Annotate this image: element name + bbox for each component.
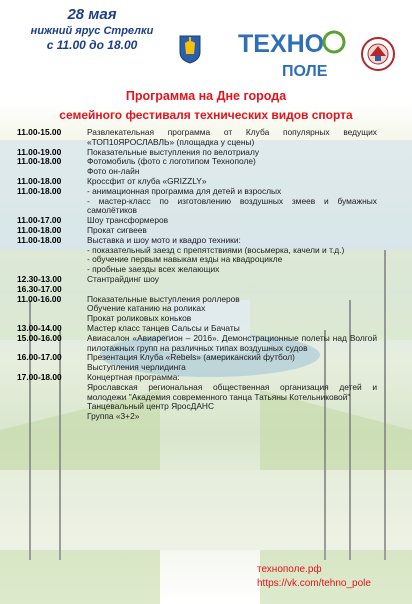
schedule-description xyxy=(87,236,377,275)
schedule-time: 11.00-15.00 xyxy=(17,127,62,137)
schedule-row xyxy=(17,334,377,354)
schedule-line: Авиасалон «Авиарегион – 2016». Демонстрационные полеты над Волгой пилотажных групп на различных типах воздушных судов xyxy=(87,332,377,353)
footer-vk-link[interactable]: https://vk.com/tehno_pole xyxy=(257,578,371,589)
schedule-line: - анимационная программа для детей и взрослых xyxy=(87,185,282,196)
schedule-line: Выступления черлидинга xyxy=(87,362,186,373)
schedule-line: Танцевальный центр ЯросДАНС xyxy=(87,401,215,412)
event-date-block xyxy=(22,6,162,53)
schedule-row xyxy=(17,373,377,422)
schedule-line: - мастер-класс по изготовлению воздушных змеев и бумажных самолётиков xyxy=(87,195,377,216)
schedule-line: Мастер класс танцев Сальсы и Бачаты xyxy=(87,322,240,333)
schedule-time: 16.30-17.00 xyxy=(17,283,62,294)
schedule-description xyxy=(87,275,377,285)
schedule-line: Кроссфит от клуба «GRIZZLY» xyxy=(87,175,207,186)
schedule-description xyxy=(87,157,377,177)
schedule-line: Фото он-лайн xyxy=(87,166,140,177)
schedule-time: 11.00-18.00 xyxy=(17,156,62,167)
schedule-time: 11.00-16.00 xyxy=(17,293,62,304)
schedule-list xyxy=(17,128,377,422)
schedule-line: Ярославская региональная общественная организация детей и молодежи "Академия современного танца Татьяны Котельниковой" xyxy=(87,381,377,402)
schedule-description xyxy=(87,373,377,422)
yaroslavl-coat-of-arms-icon xyxy=(178,34,202,64)
schedule-description xyxy=(87,128,377,148)
schedule-time: 11.00-18.00 xyxy=(17,175,62,186)
schedule-line: Прокат роликовых коньков xyxy=(87,313,192,324)
schedule-line: Концертная программа: xyxy=(87,371,180,382)
schedule-row xyxy=(17,157,377,177)
schedule-line: - обучение первым навыкам езды на квадроцикле xyxy=(87,254,283,265)
schedule-row xyxy=(17,236,377,275)
schedule-line: Фотомобиль (фото с логотипом Технополе) xyxy=(87,156,256,167)
technopole-logo xyxy=(236,28,348,80)
schedule-line: Прокат сигвеев xyxy=(87,224,147,235)
schedule-time: 11.00-19.00 xyxy=(17,146,62,157)
event-time: с 11.00 до 18.00 xyxy=(46,38,138,52)
schedule-row xyxy=(17,128,377,148)
logo-text-pole: ПОЛЕ xyxy=(282,63,328,80)
schedule-time: 13.00-14.00 xyxy=(17,322,62,333)
schedule-time: 11.00-18.00 xyxy=(17,234,62,245)
schedule-time: 11.00-18.00 xyxy=(17,185,62,196)
schedule-line: Показательные выступления роллеров xyxy=(87,293,240,304)
schedule-line: - пробные заезды всех желающих xyxy=(87,264,220,275)
program-subtitle: семейного фестиваля технических видов спорта xyxy=(59,108,353,122)
schedule-row xyxy=(17,275,377,285)
schedule-line: Презентация Клуба «Rebels» (американский футбол) xyxy=(87,352,295,363)
schedule-time: 11.00-18.00 xyxy=(17,224,62,235)
schedule-description xyxy=(87,187,377,216)
schedule-time: 12.30-13.00 xyxy=(17,273,62,284)
schedule-line: Группа «3+2» xyxy=(87,411,140,422)
schedule-line: Выставка и шоу мото и квадро техники: xyxy=(87,234,241,245)
schedule-line: Стантрайдинг шоу xyxy=(87,273,159,284)
schedule-line: - показательный заезд с препятствиями (восьмерка, качели и т.д.) xyxy=(87,244,345,255)
schedule-description xyxy=(87,353,377,373)
schedule-time: 15.00-16.00 xyxy=(17,332,62,343)
schedule-row xyxy=(17,216,377,226)
schedule-row xyxy=(17,187,377,216)
schedule-line: Развлекательная программа от Клуба популярных ведущих «ТОП10ЯРОСЛАВЛЬ» (площадка у сцены) xyxy=(87,127,377,147)
schedule-line: Обучение катанию на роликах xyxy=(87,303,206,314)
schedule-row xyxy=(17,295,377,324)
schedule-line: Шоу трансформеров xyxy=(87,215,169,226)
schedule-time: 17.00-18.00 xyxy=(17,371,62,382)
schedule-time: 11.00-17.00 xyxy=(17,215,62,226)
logo-text-techno: ТЕХНО xyxy=(238,30,325,58)
schedule-description xyxy=(87,295,377,324)
schedule-time: 16.00-17.00 xyxy=(17,352,62,363)
schedule-description xyxy=(87,334,377,354)
round-emblem-icon xyxy=(360,36,396,72)
program-title: Программа на Дне города xyxy=(125,89,287,103)
event-date: 28 мая xyxy=(67,6,117,23)
footer-site[interactable]: технополе.рф xyxy=(257,564,322,575)
schedule-row xyxy=(17,353,377,373)
event-location: нижний ярус Стрелки xyxy=(30,25,154,37)
schedule-line: Показательные выступления по велотриалу xyxy=(87,146,260,157)
